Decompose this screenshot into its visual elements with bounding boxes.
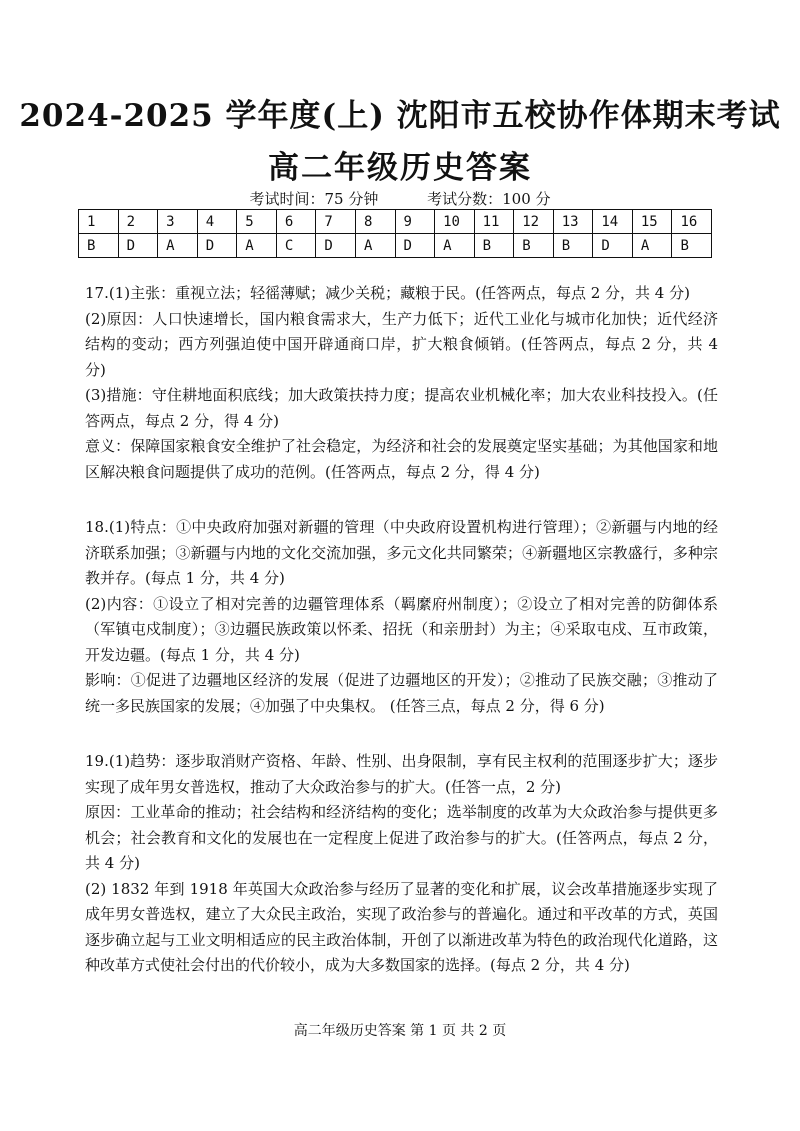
q19-reasons: 原因：工业革命的推动；社会结构和经济结构的变化；选举制度的改革为大众政治参与提供更多机会；社会教育和文化的发展也在一定程度上促进了政治参与的扩大。(任答两点，每点 2 分，共 4 分)	[85, 803, 718, 872]
q17-part2: (2)原因：人口快速增长，国内粮食需求大，生产力低下；近代工业化与城市化加快；近代经济结构的变动；西方列强迫使中国开辟通商口岸，扩大粮食倾销。(任答两点，每点 2 分，共 4 分)	[85, 309, 718, 379]
grid-answer: A	[355, 234, 395, 258]
grid-answer: B	[553, 234, 593, 258]
q19-part1: 19.(1)趋势：逐步取消财产资格、年龄、性别、出身限制，享有民主权利的范围逐步扩大；逐步实现了成年男女普选权，推动了大众政治参与的扩大。(任答一点，2 分)	[85, 752, 718, 796]
grid-answer: A	[237, 234, 277, 258]
section-gap	[85, 719, 718, 749]
grid-answer: B	[672, 234, 712, 258]
grid-number: 8	[355, 210, 395, 234]
answer-content	[85, 281, 718, 979]
grid-answer: D	[197, 234, 237, 258]
grid-answer: B	[79, 234, 119, 258]
exam-info	[0, 188, 800, 209]
grid-number: 9	[395, 210, 435, 234]
grid-number: 4	[197, 210, 237, 234]
question-18	[85, 515, 718, 719]
grid-number: 13	[553, 210, 593, 234]
grid-number: 14	[593, 210, 633, 234]
grid-number: 16	[672, 210, 712, 234]
q17-part1: 17.(1)主张：重视立法；轻徭薄赋；减少关税；藏粮于民。(任答两点，每点 2 分，共 4 分)	[85, 284, 690, 302]
page-title: 2024-2025 学年度(上) 沈阳市五校协作体期末考试	[19, 98, 781, 134]
answer-grid-numbers-row	[79, 210, 712, 234]
grid-answer: B	[474, 234, 514, 258]
q18-part1: 18.(1)特点：①中央政府加强对新疆的管理（中央政府设置机构进行管理）；②新疆与内地的经济联系加强；③新疆与内地的文化交流加强，多元文化共同繁荣；④新疆地区宗教盛行，多种宗教并存。(每点 1 分，共 4 分)	[85, 518, 718, 587]
grid-number: 15	[632, 210, 672, 234]
exam-score: 考试分数：100 分	[427, 190, 551, 208]
grid-answer: D	[395, 234, 435, 258]
page-footer: 高二年级历史答案 第 1 页 共 2 页	[293, 1023, 507, 1039]
q17-significance: 意义：保障国家粮食安全维护了社会稳定，为经济和社会的发展奠定坚实基础；为其他国家和地区解决粮食问题提供了成功的范例。(任答两点，每点 2 分，得 4 分)	[85, 437, 718, 481]
q18-impact: 影响：①促进了边疆地区经济的发展（促进了边疆地区的开发）；②推动了民族交融；③推动了统一多民族国家的发展；④加强了中央集权。 (任答三点，每点 2 分，得 6 分)	[85, 671, 718, 715]
grid-number: 11	[474, 210, 514, 234]
grid-number: 10	[435, 210, 475, 234]
q17-part3: (3)措施：守住耕地面积底线；加大政策扶持力度；提高农业机械化率；加大农业科技投入。(任答两点，每点 2 分，得 4 分)	[85, 386, 718, 430]
grid-answer: D	[118, 234, 158, 258]
grid-number: 2	[118, 210, 158, 234]
section-gap	[85, 485, 718, 515]
grid-number: 3	[158, 210, 198, 234]
question-17	[85, 281, 718, 485]
grid-number: 5	[237, 210, 277, 234]
grid-answer: B	[514, 234, 554, 258]
grid-answer: A	[632, 234, 672, 258]
grid-answer: A	[158, 234, 198, 258]
exam-time: 考试时间：75 分钟	[249, 190, 379, 208]
grid-number: 12	[514, 210, 554, 234]
grid-number: 7	[316, 210, 356, 234]
grid-number: 1	[79, 210, 119, 234]
grid-answer: A	[435, 234, 475, 258]
q19-part2: (2) 1832 年到 1918 年英国大众政治参与经历了显著的变化和扩展，议会改革措施逐步实现了成年男女普选权，建立了大众民主政治，实现了政治参与的普遍化。通过和平改革的方式，英国逐步确立起与工业文明相适应的民主政治体制，开创了以渐进改革为特色的政治现代化道路，这种改革方式使社会付出的代价较小，成为大多数国家的选择。(每点 2 分，共 4 分)	[85, 879, 718, 974]
q18-part2: (2)内容：①设立了相对完善的边疆管理体系（羁縻府州制度）；②设立了相对完善的防御体系（军镇屯戍制度）；③边疆民族政策以怀柔、招抚（和亲册封）为主；④采取屯戍、互市政策，开发边疆。(每点 1 分，共 4 分)	[85, 594, 718, 664]
grid-number: 6	[276, 210, 316, 234]
page-subtitle: 高二年级历史答案	[268, 150, 532, 186]
grid-answer: D	[593, 234, 633, 258]
question-19	[85, 749, 718, 979]
answer-grid	[78, 209, 712, 258]
answer-grid-answers-row	[79, 234, 712, 258]
grid-answer: D	[316, 234, 356, 258]
grid-answer: C	[276, 234, 316, 258]
